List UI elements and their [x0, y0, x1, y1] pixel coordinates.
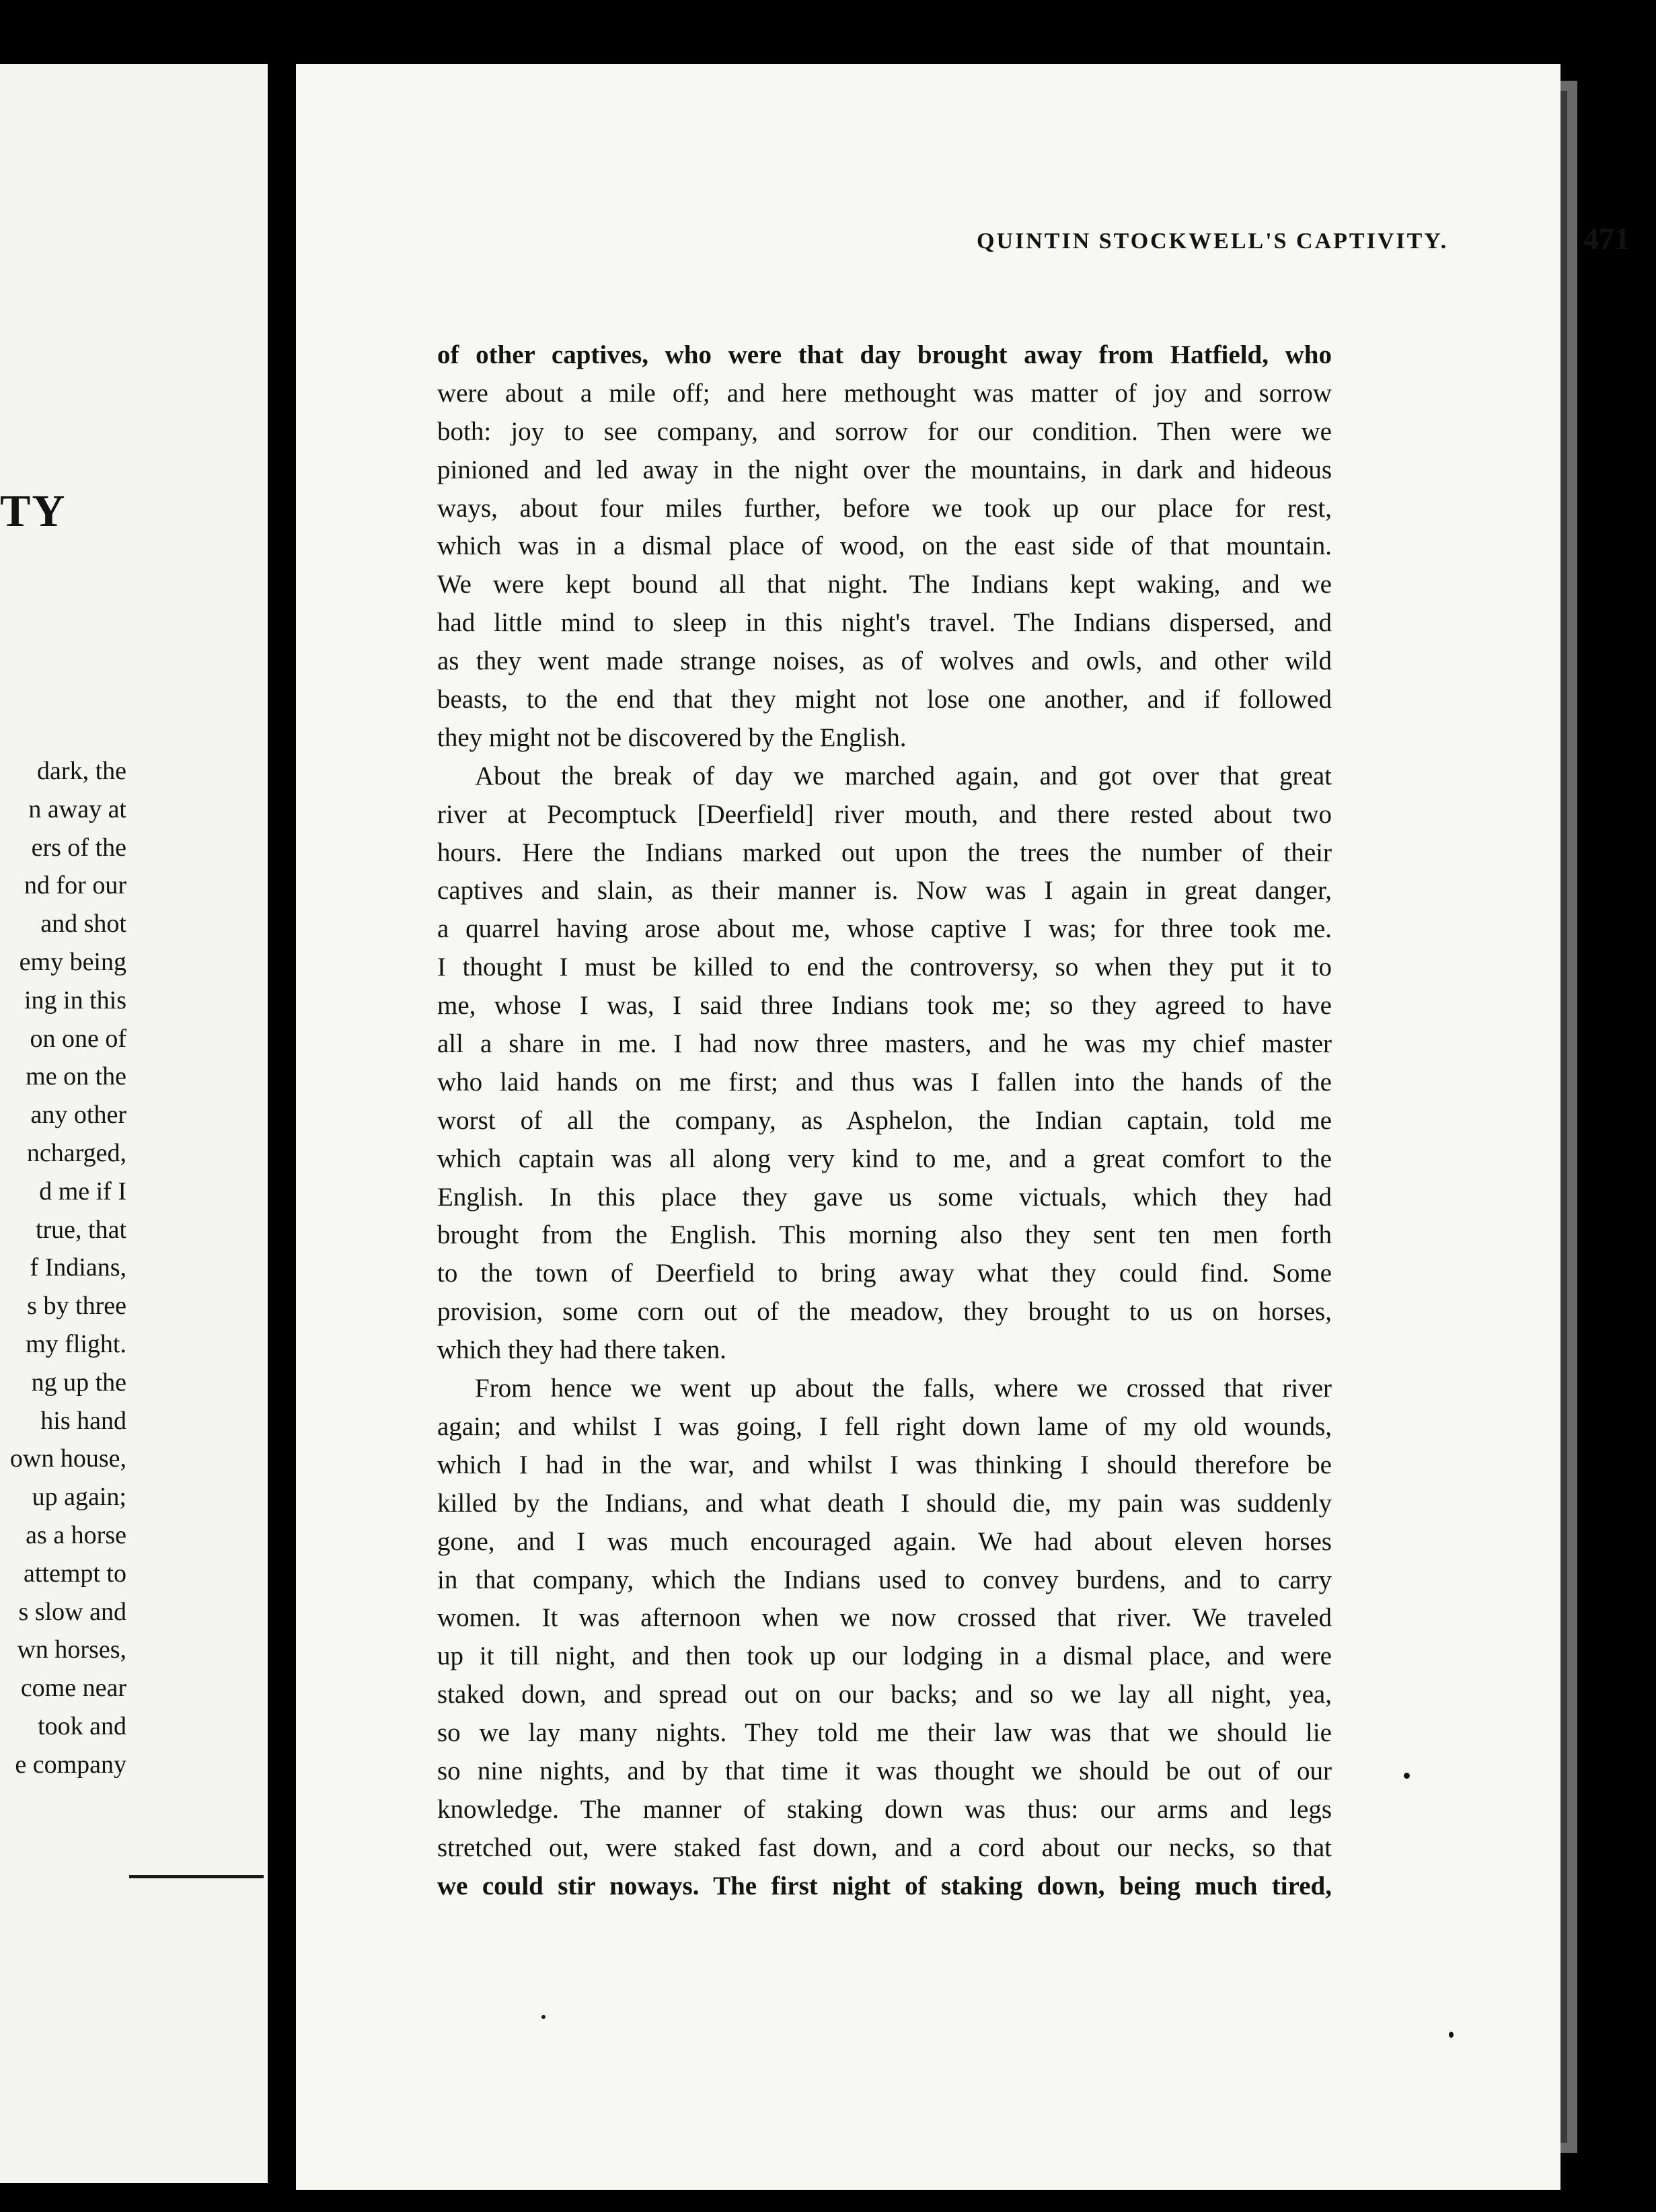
text-line: up again; [32, 1483, 126, 1512]
text-line: English. In this place they gave us some victuals, which they had [437, 1182, 1332, 1212]
text-line: a quarrel having arose about me, whose captive I was; for three took me. [437, 914, 1332, 944]
text-line: I thought I must be killed to end the controversy, so when they put it to [437, 953, 1332, 982]
text-line: my flight. [26, 1329, 126, 1358]
text-line: river at Pecomptuck [Deerfield] river mouth, and there rested about two [437, 799, 1332, 829]
text-line: so nine nights, and by that time it was thought we should be out of our [437, 1756, 1332, 1785]
text-line: so we lay many nights. They told me their law was that we should lie [437, 1718, 1332, 1748]
text-line: knowledge. The manner of staking down was thus: our arms and legs [437, 1794, 1332, 1824]
text-line: all a share in me. I had now three masters, and he was my chief master [437, 1029, 1332, 1059]
text-line: his hand [40, 1406, 126, 1435]
text-line: true, that [35, 1215, 126, 1244]
running-title: QUINTIN STOCKWELL'S CAPTIVITY. [977, 229, 1449, 254]
text-line: dark, the [37, 757, 126, 785]
scan-speck [1404, 1773, 1410, 1779]
text-line: worst of all the company, as Asphelon, the Indian captain, told me [437, 1105, 1332, 1135]
scan-speck [541, 2015, 545, 2019]
text-line: on one of [30, 1024, 126, 1053]
text-line: ng up the [31, 1368, 126, 1397]
text-line: wn horses, [17, 1635, 126, 1664]
text-line: d me if I [39, 1177, 126, 1206]
text-line: who laid hands on me first; and thus was I fallen into the hands of the [437, 1067, 1332, 1097]
text-line: women. It was afternoon when we now crossed that river. We traveled [437, 1603, 1332, 1633]
text-line: of other captives, who were that day brought away from Hatfield, who [437, 340, 1332, 369]
text-line: e company [15, 1750, 126, 1779]
text-line: come near [20, 1674, 126, 1703]
text-line: me on the [26, 1062, 126, 1091]
text-line: in that company, which the Indians used to convey burdens, and to carry [437, 1565, 1332, 1594]
text-line: emy being [19, 947, 126, 976]
text-line: me, whose I was, I said three Indians took me; so they agreed to have [437, 991, 1332, 1021]
text-line: and shot [40, 910, 126, 938]
text-line: gone, and I was much encouraged again. We had about eleven horses [437, 1526, 1332, 1556]
text-line: ncharged, [26, 1138, 126, 1167]
text-line: to the town of Deerfield to bring away what they could find. Some [437, 1259, 1332, 1288]
text-line: attempt to [23, 1559, 126, 1588]
text-line: pinioned and led away in the night over the mountains, in dark and hideous [437, 455, 1332, 484]
text-line: were about a mile off; and here methought was matter of joy and sorrow [437, 378, 1332, 408]
text-line: as they went made strange noises, as of wolves and owls, and other wild [437, 647, 1332, 676]
text-line: any other [30, 1101, 126, 1130]
text-line: ways, about four miles further, before we took up our place for rest, [437, 493, 1332, 523]
text-line: which I had in the war, and whilst I was thinking I should therefore be [437, 1450, 1332, 1479]
text-line: beasts, to the end that they might not lose one another, and if followed [437, 685, 1332, 714]
previous-page-text [0, 752, 126, 1784]
text-line: took and [38, 1711, 126, 1740]
text-line: f Indians, [30, 1253, 126, 1282]
text-line: which captain was all along very kind to me, and a great comfort to the [437, 1144, 1332, 1173]
text-line: hours. Here the Indians marked out upon the trees the number of their [437, 838, 1332, 867]
previous-page [0, 64, 268, 2183]
text-line: About the break of day we marched again, and got over that great [475, 761, 1332, 790]
text-line: ers of the [31, 833, 126, 862]
text-line: again; and whilst I was going, I fell right down lame of my old wounds, [437, 1411, 1332, 1441]
text-line: as a horse [26, 1520, 126, 1549]
text-line: ing in this [24, 986, 126, 1015]
text-line: nd for our [24, 871, 126, 900]
page-number: 471 [1583, 221, 1630, 256]
text-line: we could stir noways. The first night of staking down, being much tired, [437, 1871, 1332, 1901]
text-line: which they had there taken. [437, 1335, 726, 1365]
text-line: up it till night, and then took up our lodging in a dismal place, and were [437, 1642, 1332, 1671]
text-line: staked down, and spread out on our backs; and so we lay all night, yea, [437, 1680, 1332, 1709]
text-line: captives and slain, as their manner is. Now was I again in great danger, [437, 876, 1332, 906]
body-text [437, 336, 1332, 1906]
running-head [437, 221, 1648, 261]
previous-page-heading: TY [0, 485, 67, 536]
text-line: stretched out, were staked fast down, and a cord about our necks, so that [437, 1833, 1332, 1862]
text-line: own house, [9, 1444, 126, 1473]
text-line: they might not be discovered by the English. [437, 723, 907, 752]
text-line: s slow and [18, 1597, 126, 1626]
text-line: both: joy to see company, and sorrow for our condition. Then were we [437, 416, 1332, 446]
text-line: had little mind to sleep in this night's travel. The Indians dispersed, and [437, 608, 1332, 638]
text-line: From hence we went up about the falls, where we crossed that river [475, 1374, 1332, 1403]
divider-rule [129, 1875, 264, 1878]
text-line: provision, some corn out of the meadow, they brought to us on horses, [437, 1297, 1332, 1327]
text-line: s by three [27, 1292, 126, 1321]
scan-speck [1449, 2032, 1454, 2038]
text-line: killed by the Indians, and what death I should die, my pain was suddenly [437, 1488, 1332, 1518]
text-line: which was in a dismal place of wood, on the east side of that mountain. [437, 531, 1332, 561]
text-line: n away at [28, 795, 126, 823]
text-line: brought from the English. This morning also they sent ten men forth [437, 1220, 1332, 1250]
current-page [296, 64, 1630, 2190]
text-line: We were kept bound all that night. The Indians kept waking, and we [437, 570, 1332, 599]
